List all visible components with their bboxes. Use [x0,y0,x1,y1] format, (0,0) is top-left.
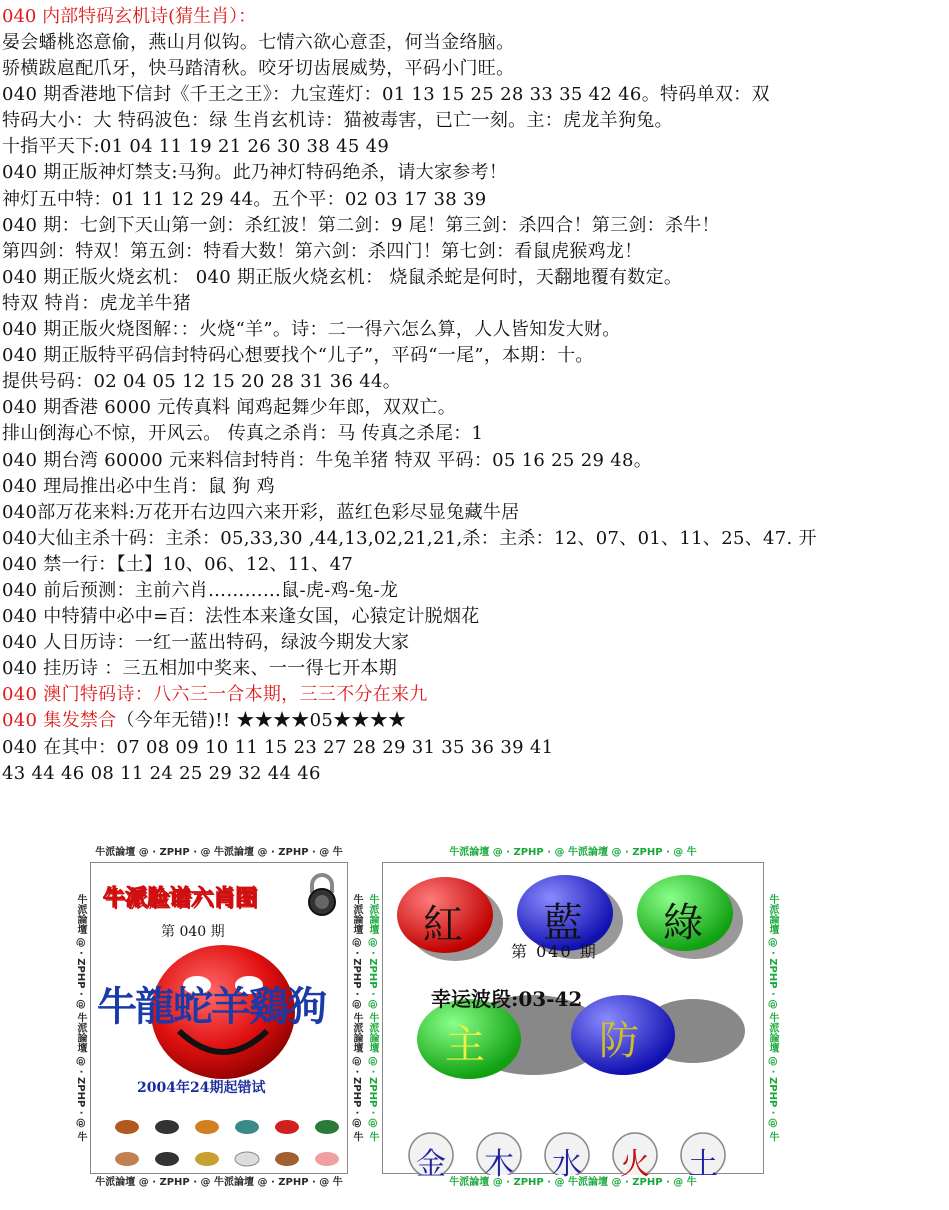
green-wave-label: 綠 [663,900,703,946]
zodiac-animals-icon [111,1111,351,1177]
text-line: 040 在其中：07 08 09 10 11 15 23 27 28 29 31 35 36 39 41 [2,736,554,758]
zodiac-six-text: 牛龍蛇羊鷄狗 [97,983,325,1030]
text-line: 040 期正版特平码信封特码心想要找个“儿子”，平码“一尾”，本期：十。 [2,345,594,367]
watermark-left: 牛派論壇 @ · ZPHP · @ 牛派論壇 @ · ZPHP · @ 牛 [75,894,86,1142]
text-line: 040 集发禁合（今年无错)!! ★★★★05★★★★ [2,710,407,732]
zodiac-face-inner [90,862,348,1174]
text-line: 040 期香港 6000 元传真料 闻鸡起舞少年郎，双双亡。 [2,397,457,419]
watermark-bottom: 牛派論壇 @ · ZPHP · @ 牛派論壇 @ · ZPHP · @ 牛 [95,1177,343,1188]
element-badge: 土 [688,1147,718,1182]
watermark-right: 牛派論壇 @ · ZPHP · @ 牛派論壇 @ · ZPHP · @ 牛 [767,894,778,1142]
element-badge: 金 [416,1147,446,1182]
text-line: 040 期：七剑下天山第一剑：杀红波！第二剑：9 尾！第三剑：杀四合！第三剑：杀牛！ [2,214,720,236]
text-line: 040 期正版火烧图解：：火烧“羊”。诗：二一得六怎么算，人人皆知发大财。 [2,319,621,341]
panel-heading: 牛派脸谱六肖图 [103,885,258,911]
text-line: 040 澳门特码诗：八六三一合本期，三三不分在来九 [2,684,428,706]
text-line: 040 挂历诗 ：三五相加中奖来、一一得七开本期 [2,658,397,680]
element-badge: 火 [620,1147,650,1182]
zodiac-face-panel [74,846,364,1190]
text-line: 晏会蟠桃恣意偷，燕山月似钩。七情六欲心意歪，何当金络脑。 [2,32,515,53]
text-line: 040 禁一行：【土】10、06、12、11、47 [2,553,354,575]
text-line: 040 中特猜中必中=百：法性本来逢女国，心猿定计脱烟花 [2,606,480,628]
text-line: 040 人日历诗：一红一蓝出特码，绿波今期发大家 [2,632,410,654]
text-line: 第四剑：特双！第五剑：特看大数！第六剑：杀四门！第七剑：看鼠虎猴鸡龙！ [2,240,643,262]
text-line: 神灯五中特：01 11 12 29 44。五个平：02 03 17 38 39 [2,188,487,210]
watermark-top: 牛派論壇 @ · ZPHP · @ 牛派論壇 @ · ZPHP · @ 牛 [449,847,697,858]
text-line: 040 前后预测：主前六肖…………鼠-虎-鸡-兔-龙 [2,579,399,601]
five-elements-row [397,1131,767,1181]
text-line: 特双 特肖：虎龙羊牛猪 [2,292,192,314]
text-line: 骄横跋扈配爪牙，快马踏清秋。咬牙切齿展威势，平码小门旺。 [2,58,515,80]
text-line: 040 理局推出必中生肖：鼠 狗 鸡 [2,475,275,497]
text-line: 040 期正版神灯禁支:马狗。此乃神灯特码绝杀，请大家参考！ [2,162,508,184]
issue-label: 第 040 期 [511,942,598,961]
watermark-top: 牛派論壇 @ · ZPHP · @ 牛派論壇 @ · ZPHP · @ 牛 [95,847,343,858]
text-line: 040 期正版火烧玄机： 040 期正版火烧玄机： 烧鼠杀蛇是何时，天翻地覆有数定。 [2,266,683,288]
text-line: 特码大小：大 特码波色：绿 生肖玄机诗：猫被毒害，已亡一刻。主：虎龙羊狗兔。 [2,110,673,132]
element-badge: 水 [552,1147,582,1182]
blue-wave-label: 藍 [543,900,583,946]
text-line: 040 期台湾 60000 元来料信封特肖：牛兔羊猪 特双 平码：05 16 25 29 48。 [2,449,653,471]
issue-label: 第 040 期 [161,924,225,940]
red-wave-label: 紅 [423,902,463,948]
text-lines [2,30,947,787]
watermark-right: 牛派論壇 @ · ZPHP · @ 牛派論壇 @ · ZPHP · @ 牛 [351,894,362,1142]
lucky-wave-range: 幸运波段:03-42 [431,987,583,1011]
watermark-bottom: 牛派論壇 @ · ZPHP · @ 牛派論壇 @ · ZPHP · @ 牛 [449,1177,697,1188]
text-line: 提供号码：02 04 05 12 15 20 28 31 36 44。 [2,371,402,393]
padlock-icon [303,873,341,917]
since-label: 2004年24期起错试 [137,1080,266,1096]
text-line: 43 44 46 08 11 24 25 29 32 44 46 [2,762,321,784]
page-title: 040 内部特码玄机诗(猜生肖）： [2,6,257,27]
watermark-left: 牛派論壇 @ · ZPHP · @ 牛派論壇 @ · ZPHP · @ 牛 [367,894,378,1142]
wave-color-inner [382,862,764,1182]
text-line: 排山倒海心不惊，开风云。 传真之杀肖：马 传真之杀尾：1 [2,423,484,445]
main-label: 主 [445,1022,485,1068]
text-line: 十指平天下:01 04 11 19 21 26 30 38 45 49 [2,136,390,158]
guard-label: 防 [599,1018,639,1064]
text-line: 040部万花来料:万花开右边四六来开彩，蓝红色彩尽显兔藏牛居 [2,501,520,523]
wave-color-panel [366,846,780,1190]
text-line: 040 期香港地下信封《千王之王》：九宝莲灯：01 13 15 25 28 33 35 42 46。特码单双：双 [2,84,770,106]
text-line: 040大仙主杀十码：主杀：05,33,30 ,44,13,02,21,21,杀：主杀：12、07、01、11、25、47. 开 [2,527,817,549]
element-badge: 木 [484,1147,514,1182]
